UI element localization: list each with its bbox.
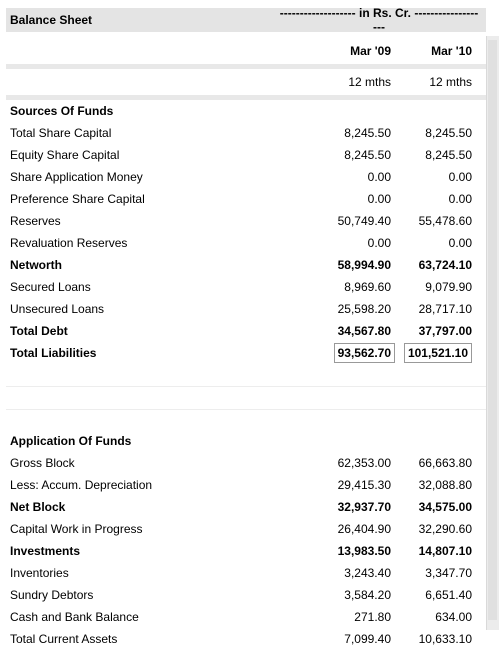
column-header-mar09: Mar '09 xyxy=(350,44,391,58)
table-row-total-liabilities: Total Liabilities 93,562.70 101,521.10 xyxy=(6,342,486,364)
table-row: Unsecured Loans 25,598.20 28,717.10 xyxy=(10,302,472,316)
period-mar10: 12 mths xyxy=(429,75,472,89)
table-row: Less: Accum. Depreciation 29,415.30 32,088.80 xyxy=(10,478,472,492)
column-header-mar10: Mar '10 xyxy=(431,44,472,58)
table-row: Total Share Capital 8,245.50 8,245.50 xyxy=(10,126,472,140)
unit-label: ------------------- in Rs. Cr. ------------------- xyxy=(279,6,479,34)
table-row-networth: Networth 58,994.90 63,724.10 xyxy=(10,258,472,272)
table-row: Sundry Debtors 3,584.20 6,651.40 xyxy=(10,588,472,602)
table-row: Reserves 50,749.40 55,478.60 xyxy=(10,214,472,228)
column-header-row xyxy=(6,38,486,64)
table-row: Equity Share Capital 8,245.50 8,245.50 xyxy=(10,148,472,162)
period-row xyxy=(6,69,486,95)
table-header xyxy=(6,8,486,32)
scrollbar-thumb[interactable] xyxy=(488,40,497,620)
table-row: Inventories 3,243.40 3,347.70 xyxy=(10,566,472,580)
table-row: Capital Work in Progress 26,404.90 32,290.60 xyxy=(10,522,472,536)
table-row: Total Current Assets 7,099.40 10,633.10 xyxy=(10,632,472,646)
total-liabilities-mar09: 93,562.70 xyxy=(334,343,395,363)
section-title-sources: Sources Of Funds xyxy=(10,104,114,118)
page-title: Balance Sheet xyxy=(10,13,93,27)
table-row: Secured Loans 8,969.60 9,079.90 xyxy=(10,280,472,294)
table-row: Cash and Bank Balance 271.80 634.00 xyxy=(10,610,472,624)
vertical-scrollbar[interactable] xyxy=(486,36,499,630)
period-mar09: 12 mths xyxy=(348,75,391,89)
section-title-application: Application Of Funds xyxy=(10,434,132,448)
table-row-net-block: Net Block 32,937.70 34,575.00 xyxy=(10,500,472,514)
total-liabilities-mar10: 101,521.10 xyxy=(404,343,472,363)
table-row: Share Application Money 0.00 0.00 xyxy=(10,170,472,184)
balance-sheet xyxy=(6,8,486,650)
table-row: Gross Block 62,353.00 66,663.80 xyxy=(10,456,472,470)
table-row: Revaluation Reserves 0.00 0.00 xyxy=(10,236,472,250)
table-row-investments: Investments 13,983.50 14,807.10 xyxy=(10,544,472,558)
table-row-total-debt: Total Debt 34,567.80 37,797.00 xyxy=(10,324,472,338)
table-row: Preference Share Capital 0.00 0.00 xyxy=(10,192,472,206)
